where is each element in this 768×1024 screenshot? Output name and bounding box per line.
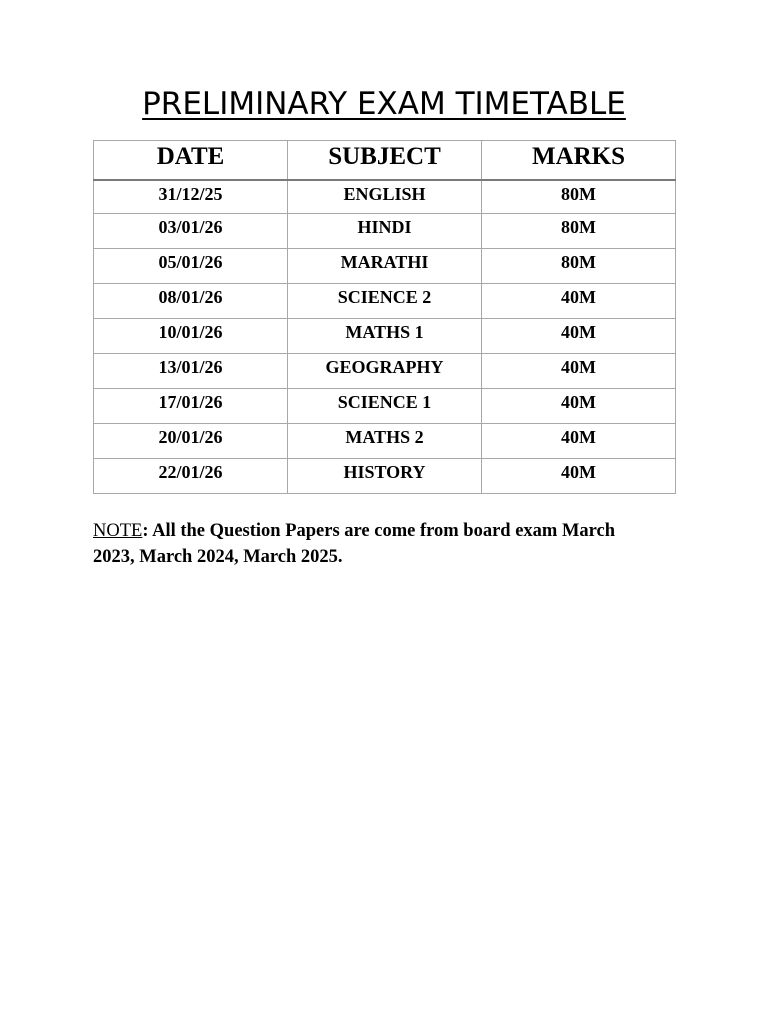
header-row (94, 141, 676, 181)
table-row (94, 180, 676, 214)
subject-cell: SCIENCE 2 (288, 284, 482, 319)
table-row (94, 389, 676, 424)
marks-cell: 40M (482, 284, 676, 319)
date-cell: 05/01/26 (94, 249, 288, 284)
note-label: NOTE (93, 521, 143, 541)
table-row (94, 319, 676, 354)
marks-cell: 40M (482, 424, 676, 459)
subject-cell: MATHS 2 (288, 424, 482, 459)
table-body (94, 180, 676, 494)
table-row (94, 459, 676, 494)
exam-note (93, 518, 653, 570)
header-marks: MARKS (482, 141, 676, 181)
marks-cell: 80M (482, 214, 676, 249)
date-cell: 20/01/26 (94, 424, 288, 459)
subject-cell: HISTORY (288, 459, 482, 494)
date-cell: 22/01/26 (94, 459, 288, 494)
subject-cell: HINDI (288, 214, 482, 249)
subject-cell: ENGLISH (288, 180, 482, 214)
subject-cell: MARATHI (288, 249, 482, 284)
table-row (94, 249, 676, 284)
date-cell: 31/12/25 (94, 180, 288, 214)
marks-cell: 80M (482, 249, 676, 284)
table-row (94, 424, 676, 459)
date-cell: 13/01/26 (94, 354, 288, 389)
subject-cell: SCIENCE 1 (288, 389, 482, 424)
table-row (94, 354, 676, 389)
marks-cell: 40M (482, 389, 676, 424)
marks-cell: 80M (482, 180, 676, 214)
subject-cell: GEOGRAPHY (288, 354, 482, 389)
marks-cell: 40M (482, 354, 676, 389)
date-cell: 08/01/26 (94, 284, 288, 319)
table-row (94, 284, 676, 319)
exam-timetable (93, 140, 676, 494)
date-cell: 03/01/26 (94, 214, 288, 249)
table-row (94, 214, 676, 249)
subject-cell: MATHS 1 (288, 319, 482, 354)
header-subject: SUBJECT (288, 141, 482, 181)
date-cell: 10/01/26 (94, 319, 288, 354)
note-text: : All the Question Papers are come from board exam March 2023, March 2024, March 2025. (93, 521, 616, 567)
marks-cell: 40M (482, 459, 676, 494)
page-title: PRELIMINARY EXAM TIMETABLE (142, 86, 626, 122)
marks-cell: 40M (482, 319, 676, 354)
date-cell: 17/01/26 (94, 389, 288, 424)
header-date: DATE (94, 141, 288, 181)
table-header (94, 141, 676, 181)
